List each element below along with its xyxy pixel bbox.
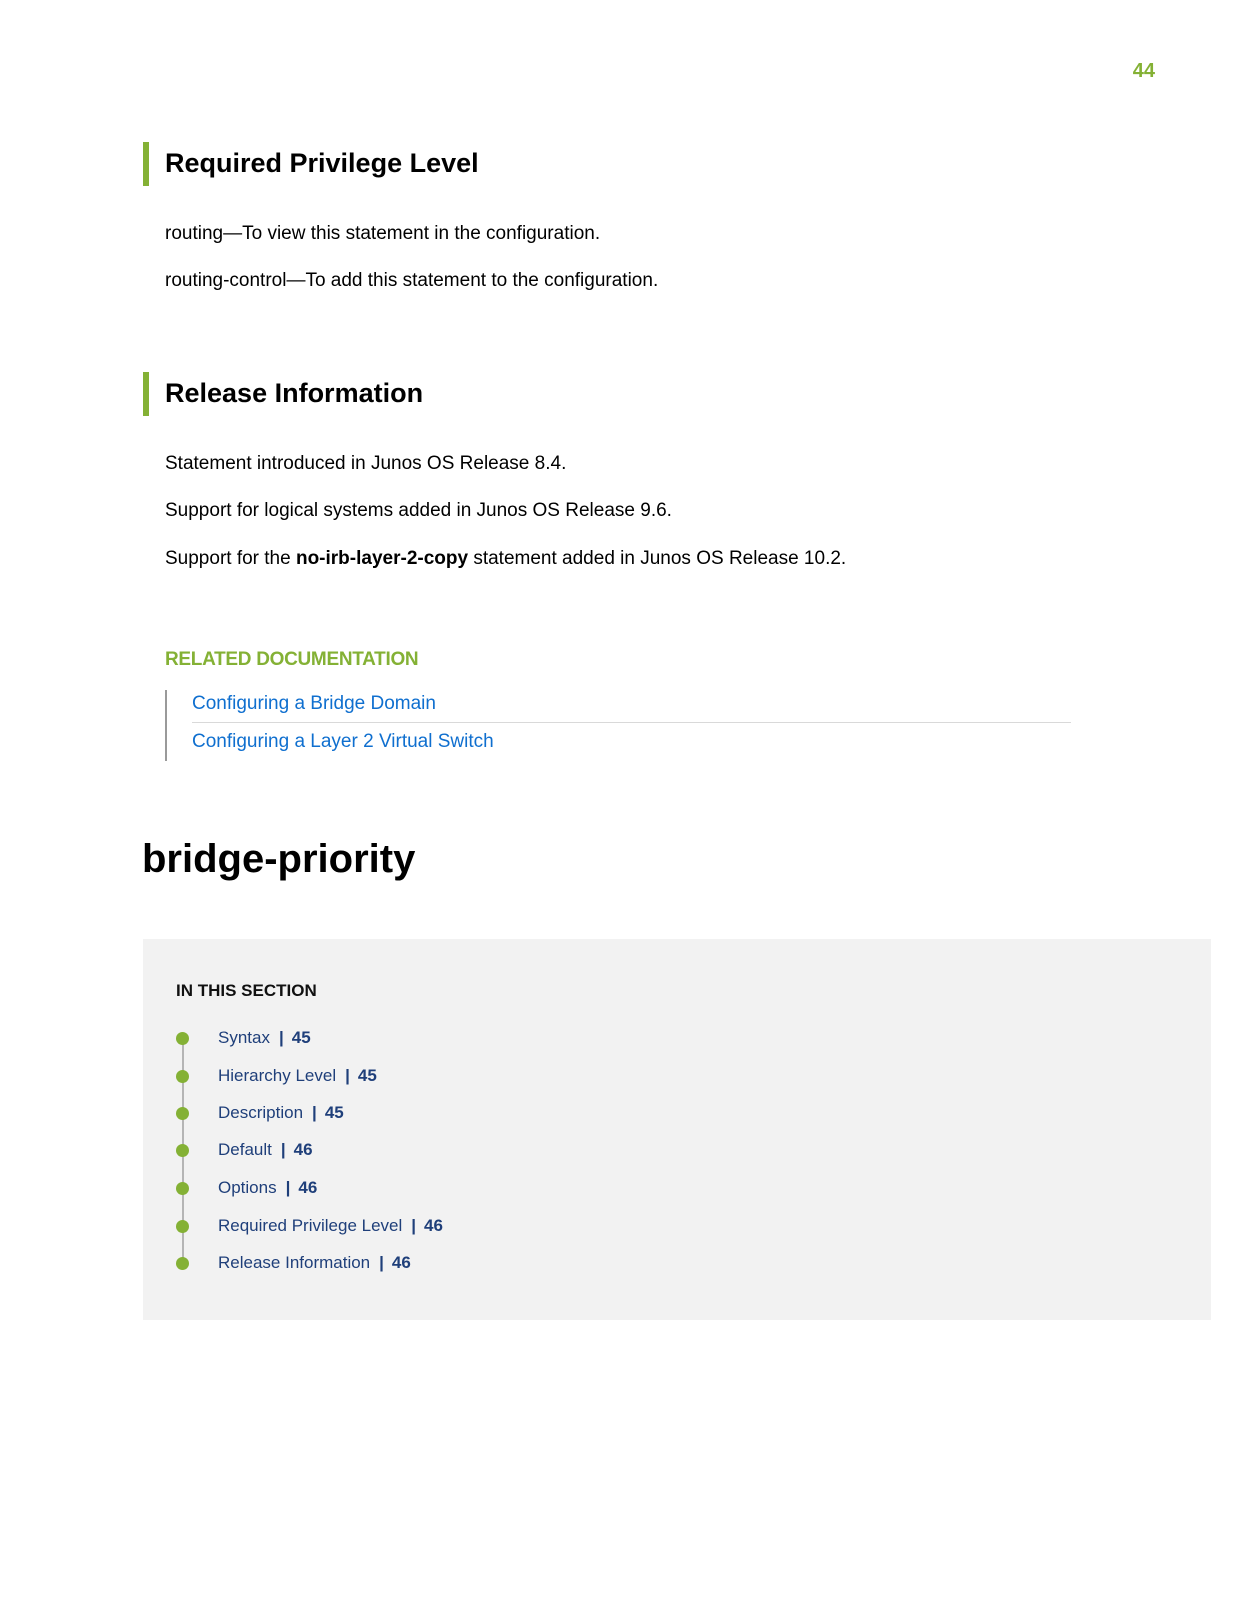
toc-link[interactable] (218, 1140, 313, 1160)
toc-separator: | (411, 1216, 417, 1235)
toc-page-number: 45 (291, 1028, 311, 1047)
toc-link[interactable] (218, 1253, 411, 1273)
related-link-bridge-domain[interactable]: Configuring a Bridge Domain (192, 693, 436, 714)
toc-page-number: 46 (424, 1216, 443, 1235)
toc-link[interactable] (218, 1028, 311, 1048)
section-heading-release-information: Release Information (143, 372, 423, 416)
bullet-dot-icon (176, 1144, 189, 1157)
toc-separator: | (280, 1140, 286, 1159)
toc-label[interactable]: Hierarchy Level (218, 1066, 337, 1085)
toc-separator: | (278, 1028, 284, 1047)
privilege-line-routing: routing—To view this statement in the configuration. (165, 223, 601, 244)
statement-name: no-irb-layer-2-copy (295, 548, 469, 569)
toc-label[interactable]: Default (218, 1140, 272, 1159)
toc-page-number: 45 (324, 1103, 344, 1122)
toc-link[interactable] (218, 1178, 317, 1198)
related-documentation-heading: RELATED DOCUMENTATION (165, 649, 419, 670)
toc-separator: | (379, 1253, 384, 1272)
toc-label[interactable]: Description (218, 1103, 304, 1122)
bullet-dot-icon (176, 1257, 189, 1270)
related-documentation-list (165, 690, 1071, 761)
toc-page-number: 46 (298, 1178, 318, 1197)
release-line-no-irb (165, 547, 846, 571)
related-divider (192, 722, 1071, 723)
in-this-section-heading: IN THIS SECTION (176, 981, 317, 1000)
toc-page-number: 45 (357, 1066, 377, 1085)
toc-link[interactable] (218, 1066, 377, 1086)
bullet-dot-icon (176, 1070, 189, 1083)
toc-link[interactable] (218, 1216, 443, 1236)
related-link-layer2-virtual-switch[interactable]: Configuring a Layer 2 Virtual Switch (192, 731, 494, 752)
toc-label[interactable]: Syntax (218, 1028, 270, 1047)
bullet-dot-icon (176, 1182, 189, 1195)
toc-link[interactable] (218, 1103, 344, 1123)
release-line-logical-systems: Support for logical systems added in Junos OS Release 9.6. (165, 500, 672, 521)
toc-label[interactable]: Release Information (218, 1253, 371, 1272)
toc-page-number: 46 (391, 1253, 411, 1272)
bullet-dot-icon (176, 1220, 189, 1233)
bullet-dot-icon (176, 1107, 189, 1120)
release-line-no-irb-prefix: Support for the (165, 548, 296, 569)
privilege-line-routing-control: routing-control—To add this statement to the configuration. (165, 270, 659, 291)
in-this-section-panel (143, 939, 1211, 1320)
section-heading-required-privilege-level: Required Privilege Level (143, 142, 479, 186)
bullet-dot-icon (176, 1032, 189, 1045)
release-line-introduced: Statement introduced in Junos OS Release 8.4. (165, 453, 567, 474)
toc-label[interactable]: Options (218, 1178, 277, 1197)
toc-separator: | (345, 1066, 350, 1085)
toc-page-number: 46 (293, 1140, 313, 1159)
page-number: 44 (1132, 60, 1155, 82)
toc-label[interactable]: Required Privilege Level (218, 1216, 403, 1235)
topic-title: bridge-priority (142, 837, 416, 881)
release-line-no-irb-suffix: statement added in Junos OS Release 10.2. (468, 548, 847, 569)
toc-separator: | (285, 1178, 291, 1197)
toc-separator: | (312, 1103, 317, 1122)
